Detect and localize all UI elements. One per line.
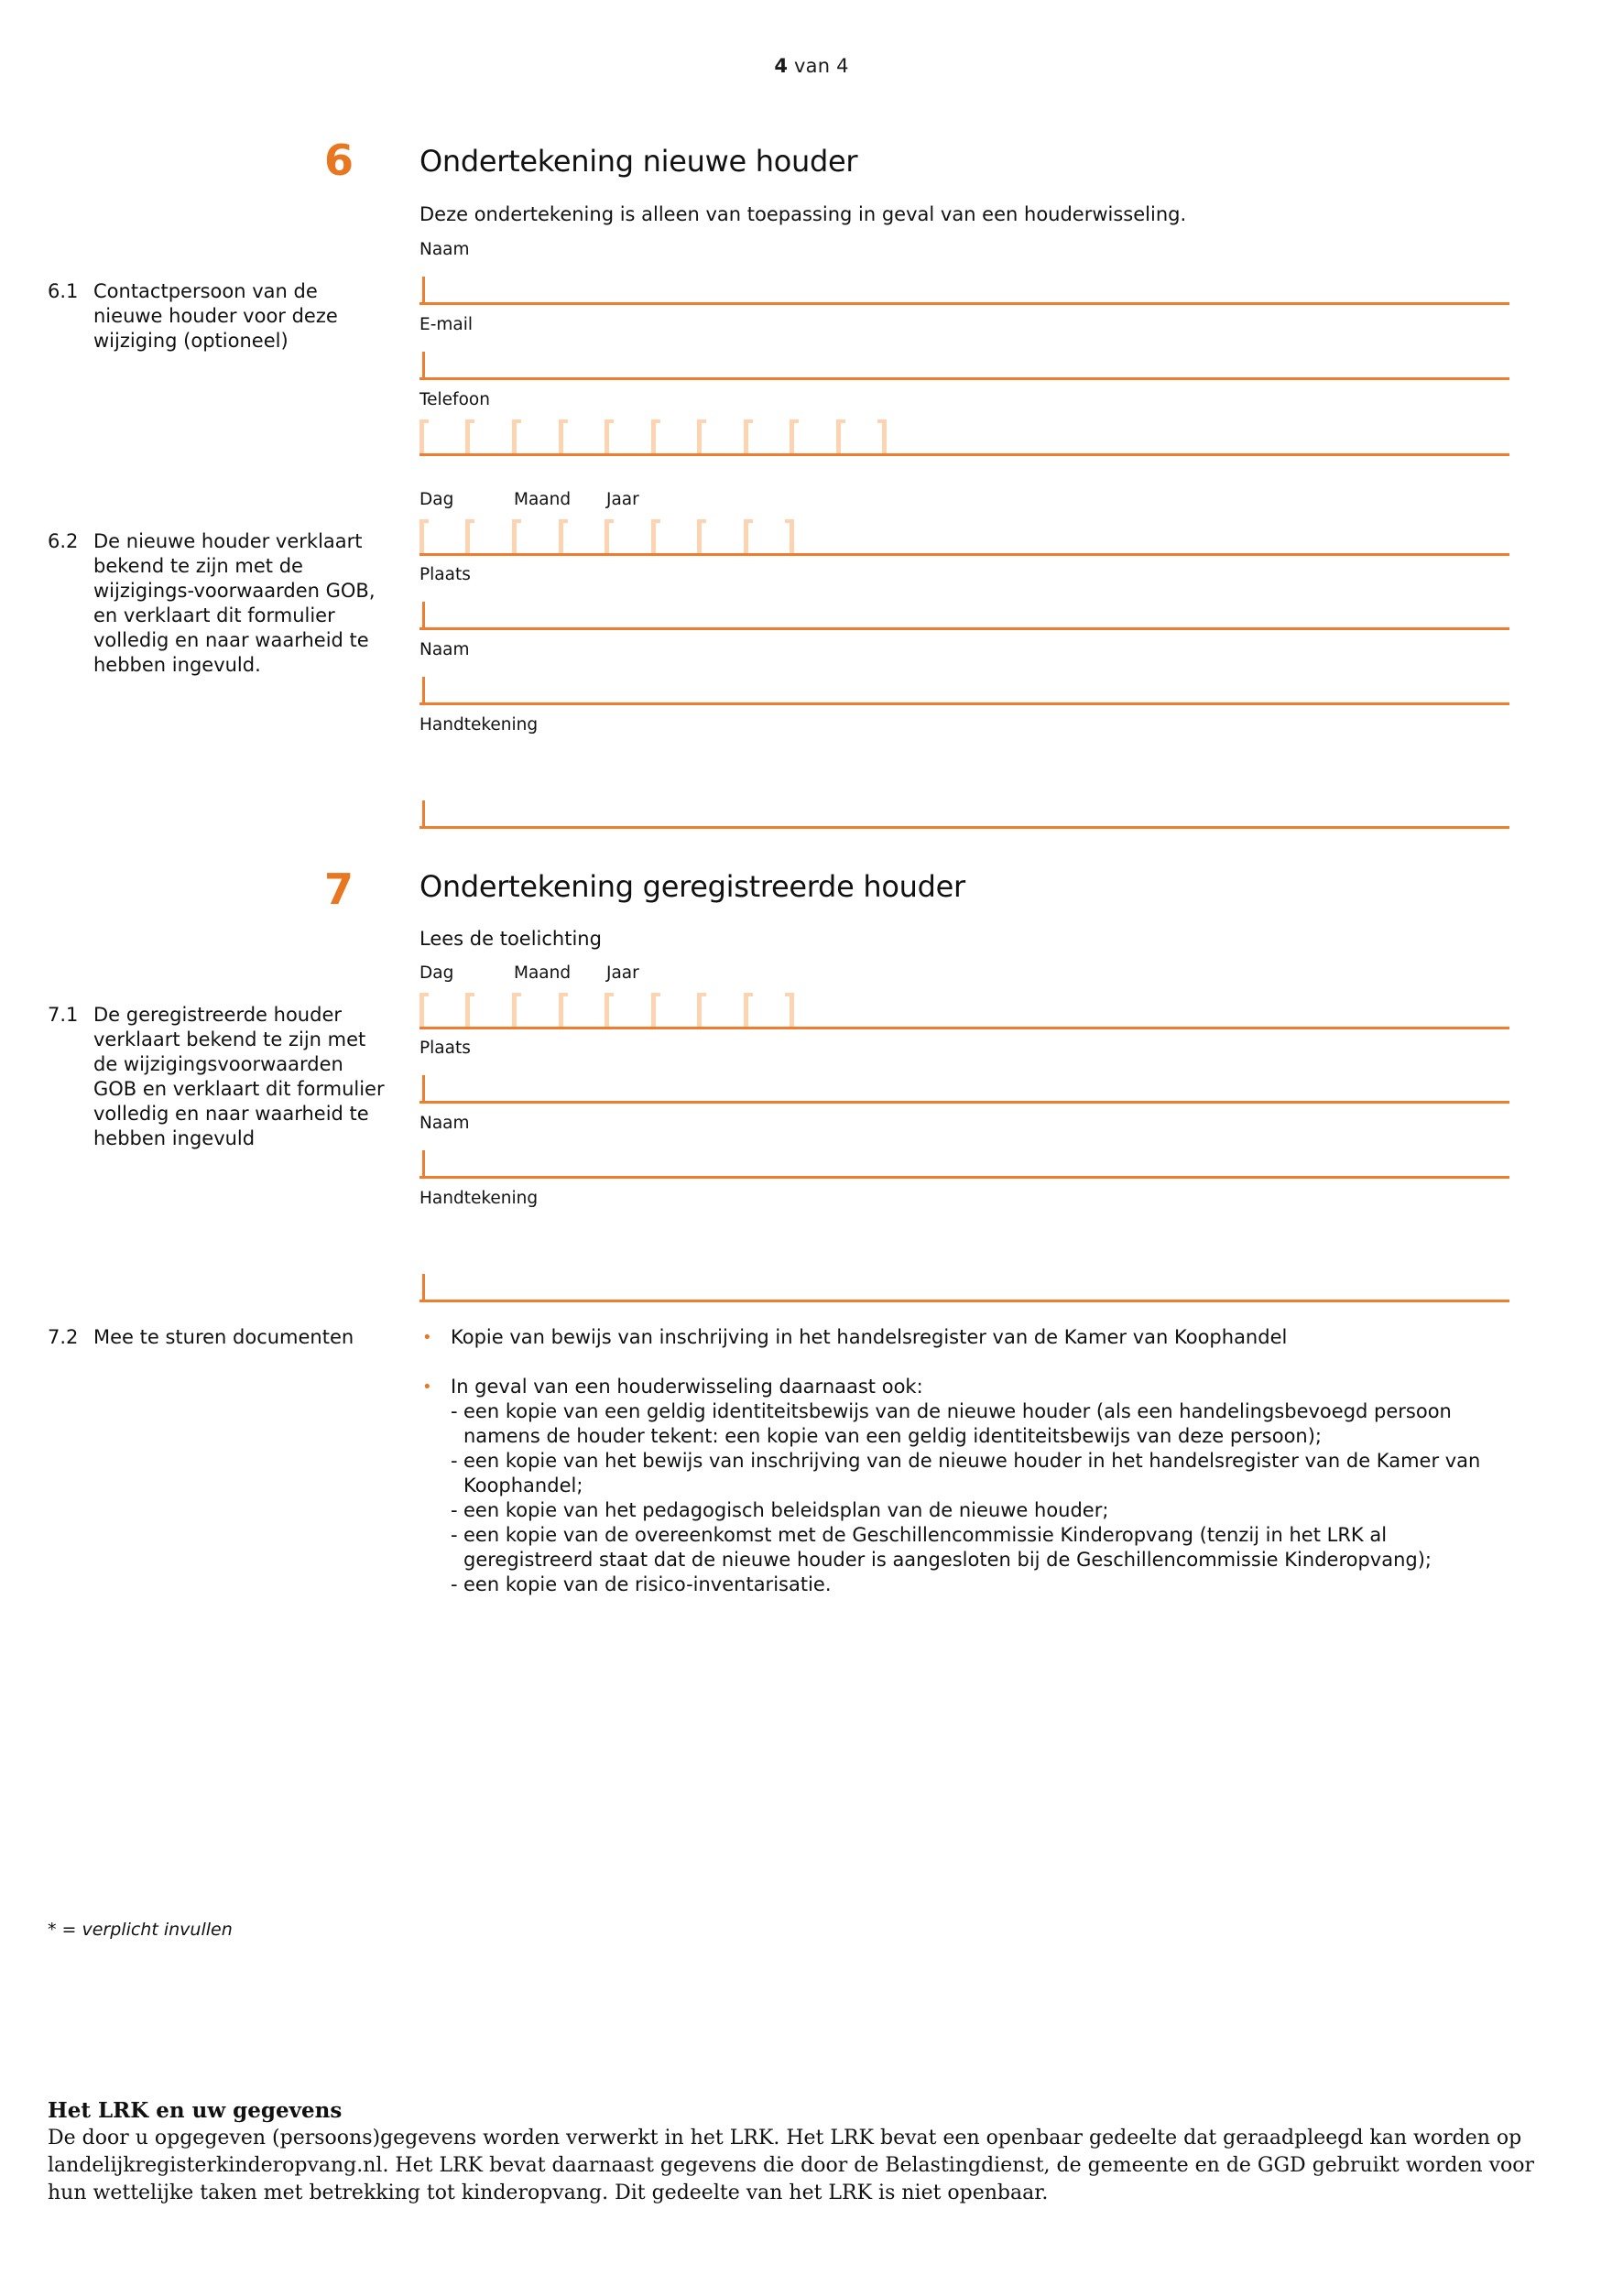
- required-note: * = verplicht invullen: [48, 1920, 233, 1940]
- document-bullet-2-text: In geval van een houderwisseling daarnaast ook:: [451, 1376, 923, 1398]
- page-total: 4: [836, 55, 849, 77]
- field-cursor-icon: [422, 1274, 425, 1300]
- date-day-label: Dag: [419, 963, 454, 983]
- section-7-number: 7: [323, 865, 354, 914]
- privacy-title: Het LRK en uw gegevens: [48, 2098, 343, 2123]
- email-field[interactable]: [419, 351, 1509, 380]
- item-6-1-number: 6.1: [48, 280, 79, 302]
- section-7-signer-name-field[interactable]: [419, 1149, 1509, 1179]
- document-bullet-1: [419, 1325, 1519, 1350]
- item-7-1: [48, 1003, 387, 1151]
- item-6-2-number: 6.2: [48, 530, 79, 552]
- section-6-intro: Deze ondertekening is alleen van toepassing in geval van een houderwisseling.: [419, 203, 1187, 225]
- section-7-date-field[interactable]: [419, 997, 1509, 1029]
- date-month-label: Maand: [514, 963, 572, 983]
- date-month-label: Maand: [514, 490, 572, 509]
- section-6-signature-label: Handtekening: [419, 715, 539, 735]
- field-cursor-icon: [422, 800, 425, 826]
- field-cursor-icon: [422, 1075, 425, 1101]
- item-7-2: [48, 1325, 387, 1350]
- section-6-date-field[interactable]: [419, 524, 1509, 556]
- section-7-signature-label: Handtekening: [419, 1189, 539, 1208]
- section-6-signature-field[interactable]: [419, 800, 1509, 829]
- field-cursor-icon: [422, 1150, 425, 1176]
- section-6-place-field[interactable]: [419, 601, 1509, 630]
- item-6-2: [48, 529, 387, 678]
- date-day-label: Dag: [419, 490, 454, 509]
- section-7-place-label: Plaats: [419, 1039, 471, 1058]
- phone-field[interactable]: [419, 424, 1509, 456]
- item-7-2-number: 7.2: [48, 1326, 79, 1348]
- document-bullet-1-text: Kopie van bewijs van inschrijving in het handelsregister van de Kamer van Koophandel: [451, 1326, 1288, 1348]
- phone-label: Telefoon: [419, 390, 490, 409]
- contact-name-field[interactable]: [419, 276, 1509, 305]
- section-6-signer-name-label: Naam: [419, 640, 470, 659]
- item-7-1-number: 7.1: [48, 1004, 79, 1026]
- section-6-signer-name-field[interactable]: [419, 676, 1509, 705]
- field-cursor-icon: [422, 277, 425, 302]
- document-sub-item: - een kopie van het pedagogisch beleidsplan van de nieuwe houder;: [451, 1499, 1109, 1521]
- privacy-text: De door u opgegeven (persoons)gegevens worden verwerkt in het LRK. Het LRK bevat een openbaar gedeelte dat geraadpleegd kan worden op landelijkregisterkinderopvang.nl. Het LRK bevat daarnaast gegevens die door de Belastingdienst, de gemeente en de GGD gebruikt worden voor hun wettelijke taken met betrekking tot kinderopvang. Dit gedeelte van het LRK is niet openbaar.: [48, 2127, 1535, 2204]
- item-7-1-text: De geregistreerde houder verklaart bekend te zijn met de wijzigingsvoorwaarden GOB en verklaart dit formulier volledig en naar waarheid te hebben ingevuld: [93, 1004, 385, 1149]
- documents-list: [419, 1325, 1519, 1622]
- field-cursor-icon: [422, 677, 425, 702]
- section-6-place-label: Plaats: [419, 565, 471, 584]
- page-number: [0, 55, 1623, 77]
- item-6-1-text: Contactpersoon van de nieuwe houder voor deze wijziging (optioneel): [93, 280, 338, 352]
- section-7-title: Ondertekening geregistreerde houder: [419, 869, 965, 904]
- item-6-1: [48, 279, 387, 354]
- section-6-date-labels: [419, 490, 639, 509]
- section-6-title: Ondertekening nieuwe houder: [419, 144, 858, 179]
- item-7-2-text: Mee te sturen documenten: [93, 1326, 354, 1348]
- section-7-place-field[interactable]: [419, 1074, 1509, 1104]
- section-7-date-labels: [419, 963, 639, 983]
- section-7-signer-name-label: Naam: [419, 1114, 470, 1133]
- document-sub-item: - een kopie van het bewijs van inschrijving van de nieuwe houder in het handelsregister van de Kamer van Koophandel;: [451, 1450, 1481, 1496]
- document-sub-item: - een kopie van een geldig identiteitsbewijs van de nieuwe houder (als een handelingsbevoegd persoon namens de houder tekent: een kopie van een geldig identiteitsbewijs van deze persoon);: [451, 1400, 1452, 1447]
- section-7-intro: Lees de toelichting: [419, 928, 602, 950]
- date-year-label: Jaar: [606, 963, 639, 983]
- email-label: E-mail: [419, 315, 474, 334]
- date-year-label: Jaar: [606, 490, 639, 509]
- page-separator: van: [794, 55, 831, 77]
- document-bullet-2: [419, 1375, 1519, 1597]
- field-cursor-icon: [422, 352, 425, 377]
- section-6-number: 6: [323, 136, 354, 185]
- document-sub-item: - een kopie van de risico-inventarisatie.: [451, 1573, 832, 1595]
- section-7-signature-field[interactable]: [419, 1273, 1509, 1302]
- document-sub-item: - een kopie van de overeenkomst met de Geschillencommissie Kinderopvang (tenzij in het LRK al geregistreerd staat dat de nieuwe houder is aangesloten bij de Geschillencommissie Kinderopvang);: [451, 1524, 1432, 1571]
- bullet-icon: •: [422, 1377, 432, 1397]
- bullet-icon: •: [422, 1328, 432, 1347]
- privacy-notice: [48, 2097, 1568, 2207]
- page-current: 4: [774, 55, 789, 77]
- item-6-2-text: De nieuwe houder verklaart bekend te zijn met de wijzigings-voorwaarden GOB, en verklaart dit formulier volledig en naar waarheid te hebben ingevuld.: [93, 530, 376, 676]
- contact-name-label: Naam: [419, 240, 470, 259]
- field-cursor-icon: [422, 602, 425, 627]
